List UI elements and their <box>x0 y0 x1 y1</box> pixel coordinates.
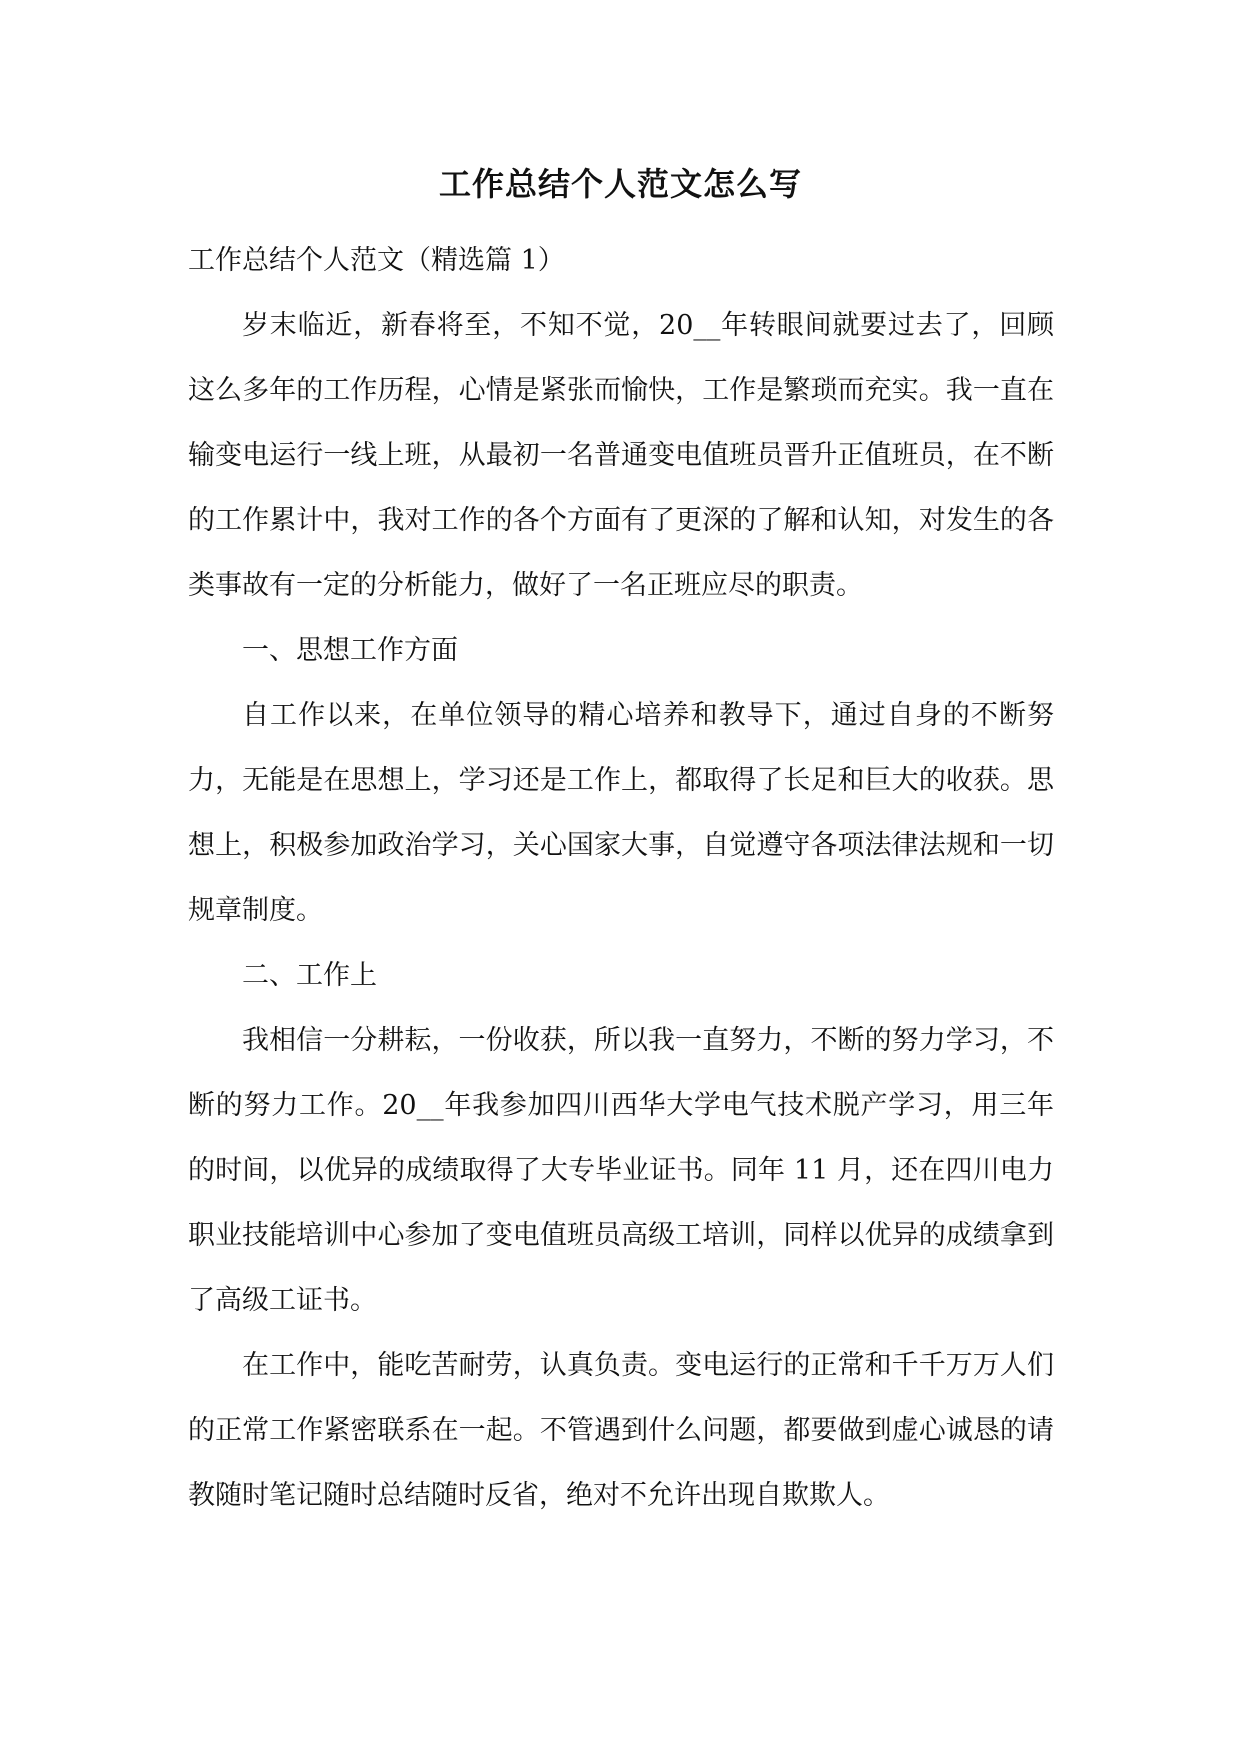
section-heading-work: 二、工作上 <box>242 960 377 991</box>
paragraph-study: 我相信一分耕耘，一份收获，所以我一直努力，不断的努力学习，不断的努力工作。20__年我参加四川西华大学电气技术脱产学习，用三年的时间，以优异的成绩取得了大专毕业证书。同年 11 月，还在四川电力职业技能培训中心参加了变电值班员高级工培训，同样以优异的成绩拿到了高级工证书。 <box>188 1025 1054 1316</box>
section-heading-thought: 一、思想工作方面 <box>242 635 458 666</box>
paragraph-thought: 自工作以来，在单位领导的精心培养和教导下，通过自身的不断努力，无能是在思想上，学习还是工作上，都取得了长足和巨大的收获。思想上，积极参加政治学习，关心国家大事，自觉遵守各项法律法规和一切规章制度。 <box>188 700 1054 926</box>
paragraph-work: 在工作中，能吃苦耐劳，认真负责。变电运行的正常和千千万万人们的正常工作紧密联系在一起。不管遇到什么问题，都要做到虚心诚恳的请教随时笔记随时总结随时反省，绝对不允许出现自欺欺人。 <box>188 1350 1054 1511</box>
document-body <box>188 228 1054 1528</box>
document-title: 工作总结个人范文怎么写 <box>438 165 802 203</box>
paragraph-intro: 岁末临近，新春将至，不知不觉，20__年转眼间就要过去了，回顾这么多年的工作历程，心情是紧张而愉快，工作是繁琐而充实。我一直在输变电运行一线上班，从最初一名普通变电值班员晋升正值班员，在不断的工作累计中，我对工作的各个方面有了更深的了解和认知，对发生的各类事故有一定的分析能力，做好了一名正班应尽的职责。 <box>188 310 1054 601</box>
document-subtitle: 工作总结个人范文（精选篇 1） <box>188 245 565 276</box>
